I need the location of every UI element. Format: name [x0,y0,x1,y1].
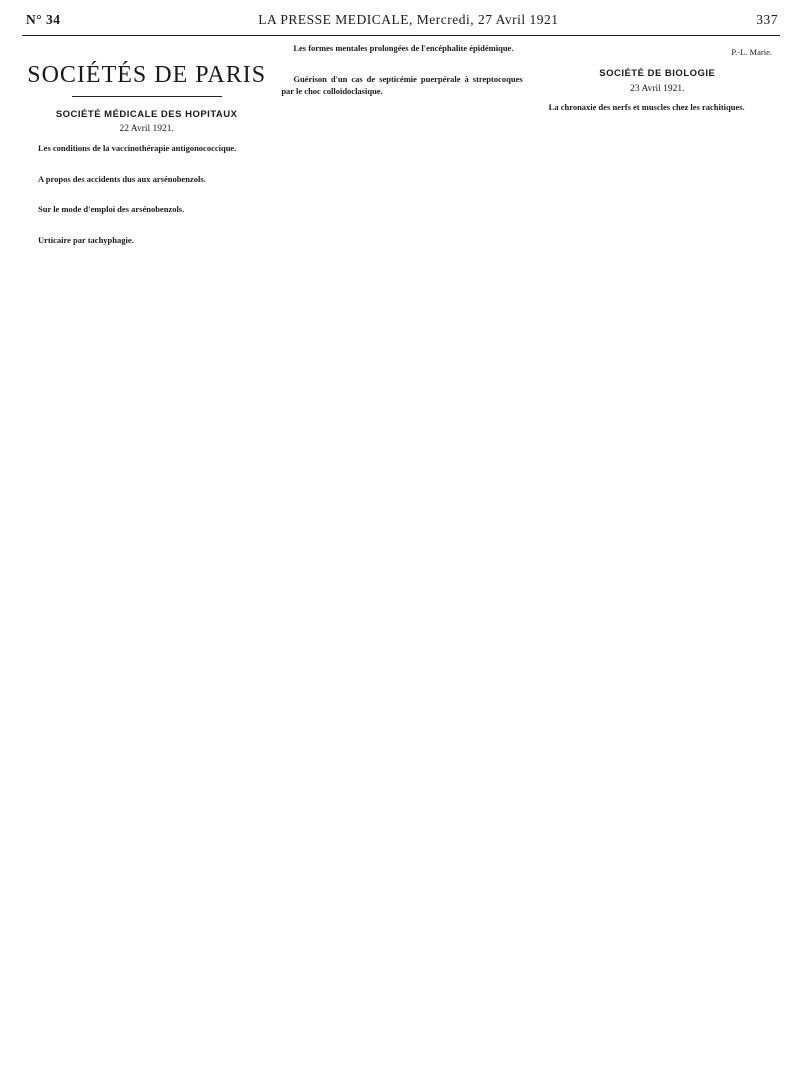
column-1 [26,42,267,1072]
paragraph-lead: Les formes mentales prolongées de l'encéphalite épidémique. [293,43,514,53]
paragraph [26,142,267,154]
issue-number: N° 34 [26,12,61,27]
session-date-medical: 22 Avril 1921. [119,124,174,135]
paragraph [281,73,522,98]
paragraph-lead: Sur le mode d'emploi des arsénobenzols. [38,204,185,215]
title-rule [72,96,222,97]
section-heading-biology: SOCIÉTÉ DE BIOLOGIE [599,68,716,80]
paragraph-body [281,98,522,110]
running-header [26,12,778,34]
author-signature: P.-L. Marie. [731,47,772,57]
paragraph-lead: La chronaxie des nerfs et muscles chez les rachitiques. [548,102,745,113]
paragraph-lead: A propos des accidents dus aux arsénobenzols. [38,173,206,184]
session-date-biology: 23 Avril 1921. [630,83,685,94]
paragraph-lead: Guérison d'un cas de septicémie puerpérale à streptocoques par le choc colloïdoclasique. [281,73,523,97]
paragraph-lead: Les conditions de la vaccinothérapie antigonococcique. [38,142,237,153]
paragraph-body [26,216,267,228]
paragraph-body [26,154,267,166]
header-rule [22,35,780,36]
paragraph-body [26,185,267,197]
paragraph [26,173,267,185]
section-heading-medical: SOCIÉTÉ MÉDICALE DES HOPITAUX [55,109,238,120]
paragraph-body [537,114,778,126]
paragraph-body [26,247,267,259]
paragraph [26,234,267,246]
paragraph [537,101,778,113]
article-columns [26,42,778,1072]
page-number: 337 [756,12,778,27]
page-title: SOCIÉTÉS DE PARIS [27,62,267,88]
column-2 [281,42,522,1072]
paragraph [26,203,267,215]
paragraph-body [281,54,522,66]
column-3 [537,42,778,1072]
paragraph-lead: Urticaire par tachyphagie. [38,235,134,246]
journal-title: LA PRESSE MEDICALE, Mercredi, 27 Avril 1921 [258,12,559,27]
paragraph [281,42,522,54]
